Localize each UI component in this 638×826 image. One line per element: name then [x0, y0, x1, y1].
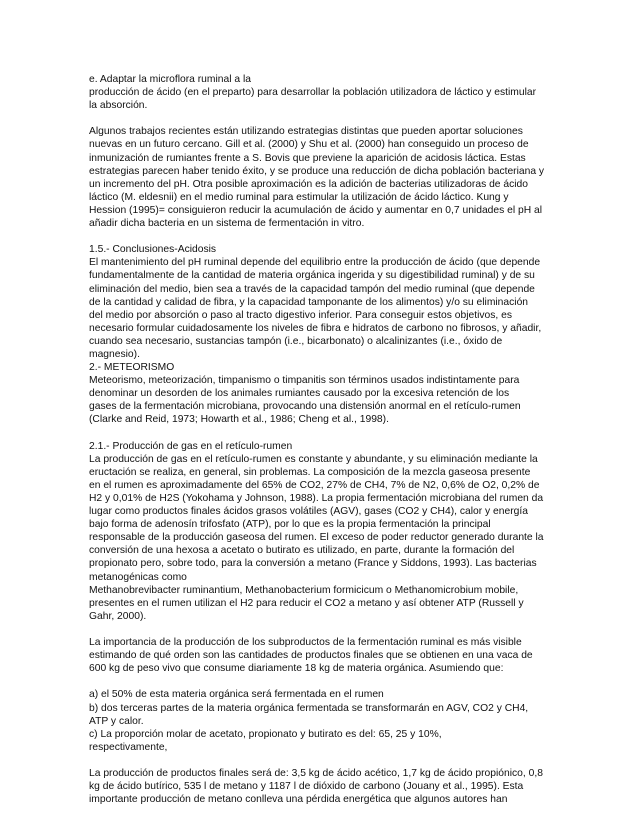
text-line: Methanobrevibacter ruminantium, Methanobacterium formicicum o Methanomicrobium mobile,	[89, 584, 519, 596]
text-line: Meteorismo, meteorización, timpanismo o timpanitis son términos usados indistintamente para	[89, 375, 520, 387]
text-line: 600 kg de peso vivo que consume diariamente 18 kg de materia orgánica. Asumiendo que:	[89, 663, 504, 675]
text-line: La importancia de la producción de los subproductos de la fermentación ruminal es más visible	[89, 637, 522, 649]
text-line: El mantenimiento del pH ruminal depende del equilibrio entre la producción de ácido (que depende	[89, 257, 541, 269]
list-item: a) el 50% de esta materia orgánica será fermentada en el rumen	[89, 689, 384, 701]
text-line: bajo forma de adenosín trifosfato (ATP), por lo que es la propia fermentación la principal	[89, 519, 491, 531]
text-line: estrategias parecen haber tenido éxito, y se produce una reducción de dicha población bacteriana y	[89, 165, 545, 177]
text-line: La producción de productos finales será de: 3,5 kg de ácido acético, 1,7 kg de ácido propiónico, 0,8	[89, 767, 543, 779]
text-line: propionato pero, sobre todo, para la conversión a metano (France y Siddons, 1993). Las bacterias	[89, 558, 537, 570]
paragraph-adaptar-microflora	[89, 73, 555, 112]
paragraph-importancia-subproductos	[89, 636, 555, 675]
text-line: lugar como productos finales ácidos grasos volátiles (AGV), gases (CO2 y CH4), calor y energía	[89, 506, 528, 518]
text-line: en el rumen es aproximadamente del 65% de CO2, 27% de CH4, 7% de N2, 0,6% de O2, 0,2% de	[89, 479, 540, 491]
section-heading-conclusiones: 1.5.- Conclusiones-Acidosis	[89, 244, 217, 256]
paragraph-produccion-gas	[89, 440, 555, 623]
text-line: La producción de gas en el retículo-rumen es constante y abundante, y su eliminación mediante la	[89, 453, 538, 465]
paragraph-gap	[89, 754, 555, 767]
text-line: H2 y 0,01% de H2S (Yokohama y Johnson, 1988). La propia fermentación microbiana del rumen da	[89, 493, 544, 504]
paragraph-gap	[89, 230, 555, 243]
text-line: eliminación del medio, bien sea a través de la capacidad tampón del medio ruminal (que depende	[89, 283, 535, 295]
text-line: inmunización de rumiantes frente a S. Bovis que previene la aparición de acidosis láctica. Estas	[89, 152, 526, 164]
text-line: de la cantidad y calidad de fibra, y la capacidad tamponante de los alimentos) y/o su eliminación	[89, 296, 529, 308]
section-heading-produccion-gas: 2.1.- Producción de gas en el retículo-rumen	[89, 440, 293, 452]
text-line: metanogénicas como	[89, 571, 187, 583]
paragraph-productos-finales	[89, 767, 555, 806]
text-line: denominar un desorden de los animales rumiantes causado por la excesiva retención de los	[89, 388, 510, 400]
list-item: ATP y calor.	[89, 715, 144, 727]
text-line: Hession (1995)= consiguieron reducir la acumulación de ácido y aumentar en 0,7 unidades el pH al	[89, 204, 543, 216]
paragraph-gap	[89, 623, 555, 636]
section-heading-meteorismo: 2.- METEORISMO	[89, 362, 175, 374]
text-line: (Clarke and Reid, 1973; Howarth et al., 1986; Cheng et al., 1998).	[89, 414, 389, 426]
text-line: e. Adaptar la microflora ruminal a la	[89, 74, 251, 85]
text-line: gases de la fermentación microbiana, provocando una distensión anormal en el retículo-rumen	[89, 401, 521, 413]
text-line: presentes en el rumen utilizan el H2 para reducir el CO2 a metano y así obtener ATP (Russell y	[89, 597, 524, 609]
text-line: estimando de qué orden son las cantidades de productos finales que se obtienen en una vaca de	[89, 650, 533, 662]
text-line: láctico (M. eldesnii) en el medio ruminal para estimular la utilización de ácido láctico. Kung y	[89, 191, 509, 203]
text-line: magnesio).	[89, 348, 140, 360]
text-line: kg de ácido butírico, 535 l de metano y 1187 l de dióxido de carbono (Jouany et al., 1995). Esta	[89, 781, 524, 793]
text-line: cuando sea necesario, sustancias tampón (i.e., bicarbonato) o alcalinizantes (i.e., óxido de	[89, 335, 503, 347]
text-line: producción de ácido (en el preparto) para desarrollar la población utilizadora de láctico y estimular	[89, 87, 537, 99]
list-item: b) dos terceras partes de la materia orgánica fermentada se transformarán en AGV, CO2 y CH4,	[89, 702, 529, 714]
text-line: eructación se realiza, en general, sin problemas. La composición de la mezcla gaseosa presente	[89, 466, 531, 478]
text-line: Gahr, 2000).	[89, 610, 147, 622]
paragraph-gap	[89, 675, 555, 688]
text-line: importante producción de metano conlleva una pérdida energética que algunos autores han	[89, 794, 508, 806]
text-line: un incremento del pH. Otra posible aproximación es la adición de bacterias utilizadoras de ácido	[89, 178, 529, 190]
document-page	[89, 73, 555, 806]
text-line: añadir dicha bacteria en un sistema de fermentación in vitro.	[89, 218, 365, 230]
text-line: responsable de la producción gaseosa del rumen. El exceso de poder reductor generado durante la	[89, 532, 544, 544]
paragraph-trabajos-recientes	[89, 125, 555, 230]
text-line: Algunos trabajos recientes están utilizando estrategias distintas que pueden aportar soluciones	[89, 126, 523, 138]
list-item: respectivamente,	[89, 741, 168, 753]
text-line: del medio por absorción o paso al tracto digestivo inferior. Para conseguir estos objetivos, es	[89, 309, 512, 321]
paragraph-gap	[89, 427, 555, 440]
paragraph-conclusiones-meteorismo	[89, 243, 555, 426]
text-line: nuevas en un futuro cercano. Gill et al. (2000) y Shu et al. (2000) han conseguido un proceso de	[89, 139, 529, 151]
text-line: conversión de una hexosa a acetato o butirato es utilizado, en parte, durante la formación del	[89, 545, 515, 557]
list-item: c) La proporción molar de acetato, propionato y butirato es del: 65, 25 y 10%,	[89, 728, 442, 740]
text-line: fundamentalmente de la cantidad de materia orgánica ingerida y su digestibilidad ruminal) y de su	[89, 270, 535, 282]
paragraph-gap	[89, 112, 555, 125]
text-line: necesario formular cuidadosamente los niveles de fibra e hidratos de carbono no fibrosos, y añadir,	[89, 322, 542, 334]
text-line: la absorción.	[89, 100, 148, 112]
paragraph-assumptions-list	[89, 688, 555, 753]
